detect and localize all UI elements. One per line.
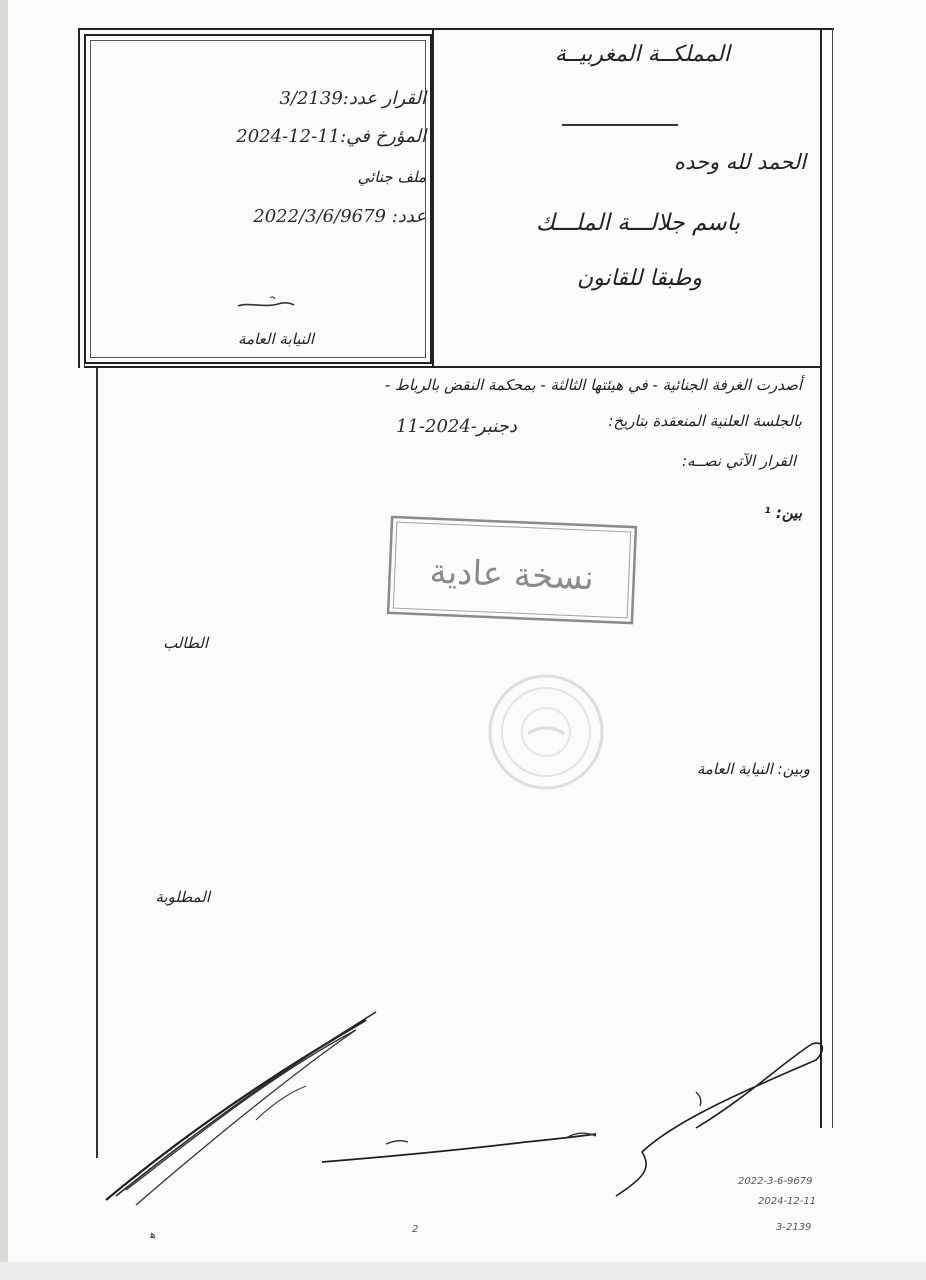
session-line: بالجلسة العلنية المنعقدة بتاريخ: [608, 412, 802, 430]
page-number: 2 [412, 1224, 419, 1235]
copy-stamp [382, 511, 642, 630]
initials-signature [234, 292, 298, 314]
between-second: وبين: النيابة العامة [696, 760, 810, 778]
decision-date: المؤرخ في:11-12-2024 [236, 126, 426, 147]
frame-border-left [78, 28, 80, 368]
scan-edge-left [0, 0, 8, 1280]
prosecution-label: النيابة العامة [238, 330, 314, 348]
footer-decision-ref: 3-2139 [776, 1222, 812, 1233]
issued-by-line: أصدرت الغرفة الجنائية - في هيئتها الثالثة - بمحكمة النقض بالرباط - [384, 376, 802, 394]
file-number: عدد: 2022/3/6/9679 [253, 206, 426, 227]
frame-border-top [78, 28, 834, 30]
kingdom-title: المملكــة المغربيــة [554, 42, 730, 67]
signatures [96, 1000, 836, 1210]
respondent-label: المطلوبة [155, 888, 210, 906]
frame-border-right [820, 28, 822, 1128]
by-law-line: وطبقا للقانون [576, 266, 702, 291]
court-seal [486, 672, 606, 792]
in-name-of-king: باسم جلالـــة الملـــك [535, 210, 740, 236]
stamp-text: نسخة عادية [428, 551, 595, 599]
decision-number: القرار عدد:3/2139 [279, 88, 426, 109]
footer-file-ref: 2022-3-6-9679 [738, 1176, 813, 1187]
session-date: 11-دجنبر-2024 [396, 416, 517, 437]
file-type: ملف جنائي [357, 168, 426, 186]
footer-date-ref: 2024-12-11 [758, 1196, 817, 1207]
box-divider [432, 28, 434, 368]
header-rule [84, 366, 820, 368]
title-underline [562, 124, 678, 126]
between-first: بين: ¹ [764, 504, 802, 522]
scan-edge-bottom [0, 1262, 926, 1280]
corner-mark: ﻫ [150, 1228, 156, 1241]
praise-line: الحمد لله وحده [673, 150, 806, 174]
applicant-label: الطالب [163, 634, 208, 652]
frame-border-right-inner [832, 28, 833, 1128]
decision-text-intro: القرار الآتي نصــه: [681, 452, 796, 470]
